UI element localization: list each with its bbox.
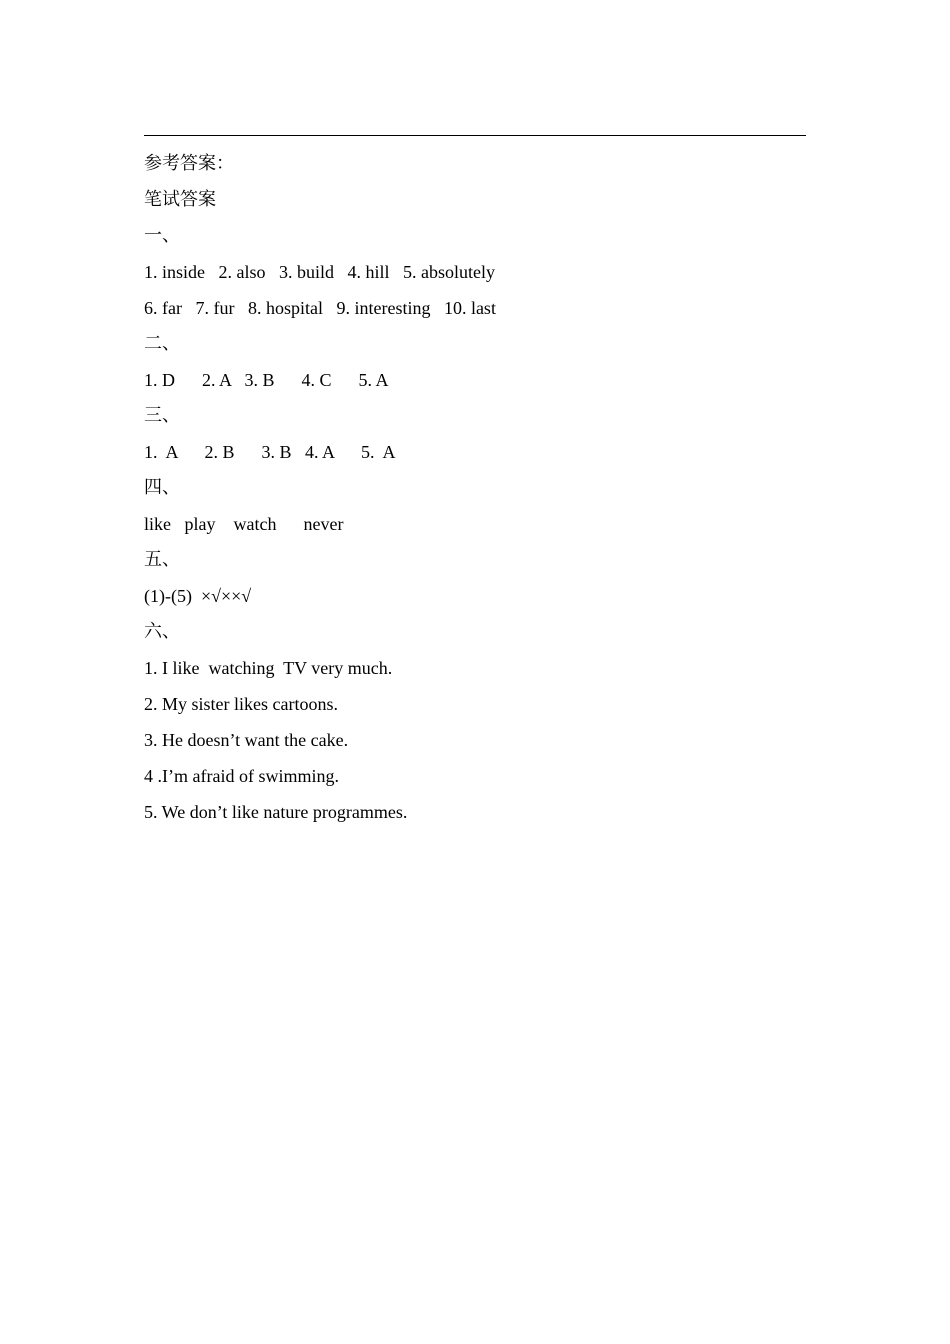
section-6-answer-3: 3. He doesn’t want the cake. bbox=[144, 730, 349, 750]
header-rule bbox=[144, 135, 806, 136]
section-6-answer-2: 2. My sister likes cartoons. bbox=[144, 694, 338, 714]
section-3-heading: 三、 bbox=[144, 405, 180, 426]
section-5-heading: 五、 bbox=[144, 549, 180, 570]
section-5-answers: (1)-(5) ×√××√ bbox=[144, 586, 252, 606]
section-2-heading: 二、 bbox=[144, 333, 180, 354]
section-6-heading: 六、 bbox=[144, 621, 180, 642]
answer-key-content bbox=[144, 150, 806, 834]
section-6-answer-4: 4 .I’m afraid of swimming. bbox=[144, 766, 339, 786]
section-6-answer-5: 5. We don’t like nature programmes. bbox=[144, 802, 408, 822]
section-1-answers-row-1: 1. inside 2. also 3. build 4. hill 5. absolutely bbox=[144, 262, 495, 282]
section-3-answers: 1. A 2. B 3. B 4. A 5. A bbox=[144, 442, 396, 462]
section-2-answers: 1. D 2. A 3. B 4. C 5. A bbox=[144, 370, 389, 390]
section-6-answer-1: 1. I like watching TV very much. bbox=[144, 658, 393, 678]
reference-answers-heading: 参考答案： bbox=[144, 153, 234, 174]
section-4-heading: 四、 bbox=[144, 477, 180, 498]
section-4-answers: like play watch never bbox=[144, 514, 344, 534]
section-1-heading: 一、 bbox=[144, 225, 180, 246]
written-test-answers-heading: 笔试答案 bbox=[144, 189, 216, 210]
section-1-answers-row-2: 6. far 7. fur 8. hospital 9. interesting 10. last bbox=[144, 298, 496, 318]
